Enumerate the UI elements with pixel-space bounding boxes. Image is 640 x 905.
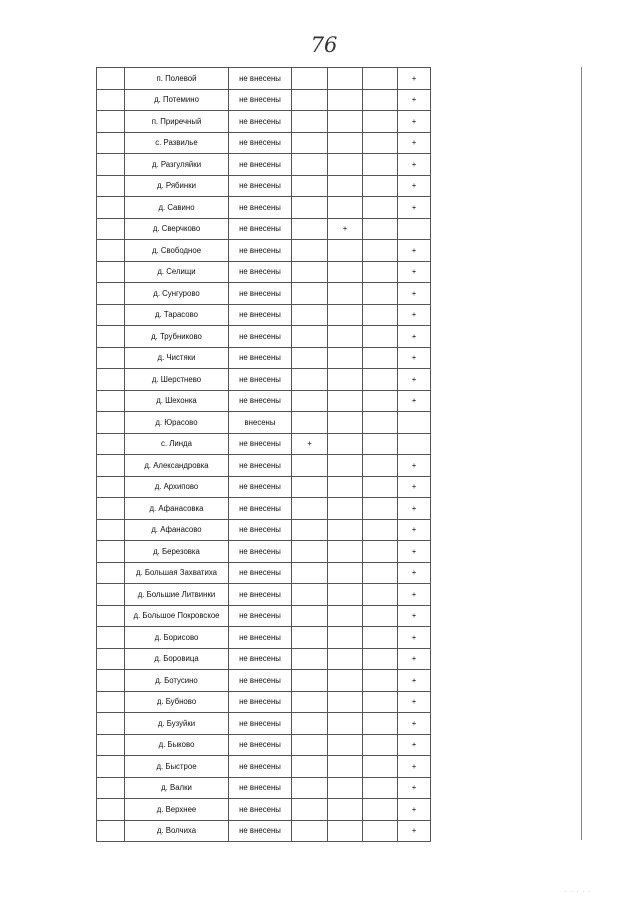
status-cell: не внесены bbox=[229, 175, 292, 197]
mark-cell-4: + bbox=[398, 89, 431, 111]
mark-cell-2 bbox=[328, 304, 363, 326]
mark-cell-3 bbox=[363, 541, 398, 563]
mark-cell-1 bbox=[292, 412, 328, 434]
mark-cell-2 bbox=[328, 670, 363, 692]
table-row bbox=[97, 777, 431, 799]
settlement-name-cell: д. Верхнее bbox=[125, 799, 229, 821]
table-row bbox=[97, 154, 431, 176]
settlement-name-cell: д. Савино bbox=[125, 197, 229, 219]
row-number-cell bbox=[97, 326, 125, 348]
mark-cell-4 bbox=[398, 412, 431, 434]
mark-cell-1 bbox=[292, 218, 328, 240]
settlement-name-cell: д. Большая Захватиха bbox=[125, 562, 229, 584]
mark-cell-1 bbox=[292, 390, 328, 412]
mark-cell-3 bbox=[363, 562, 398, 584]
mark-cell-2 bbox=[328, 111, 363, 133]
settlement-name-cell: д. Волчиха bbox=[125, 820, 229, 842]
mark-cell-1 bbox=[292, 734, 328, 756]
table-row bbox=[97, 68, 431, 90]
scan-artifact: · · · · · bbox=[565, 889, 592, 896]
table-row bbox=[97, 648, 431, 670]
mark-cell-3 bbox=[363, 433, 398, 455]
mark-cell-2 bbox=[328, 455, 363, 477]
table-row bbox=[97, 347, 431, 369]
mark-cell-4: + bbox=[398, 541, 431, 563]
settlement-name-cell: д. Юрасово bbox=[125, 412, 229, 434]
mark-cell-2 bbox=[328, 498, 363, 520]
table-row bbox=[97, 799, 431, 821]
mark-cell-1 bbox=[292, 132, 328, 154]
row-number-cell bbox=[97, 799, 125, 821]
row-number-cell bbox=[97, 519, 125, 541]
status-cell: не внесены bbox=[229, 820, 292, 842]
mark-cell-4: + bbox=[398, 154, 431, 176]
row-number-cell bbox=[97, 734, 125, 756]
settlement-name-cell: д. Ботусино bbox=[125, 670, 229, 692]
mark-cell-3 bbox=[363, 132, 398, 154]
row-number-cell bbox=[97, 68, 125, 90]
row-number-cell bbox=[97, 261, 125, 283]
row-number-cell bbox=[97, 218, 125, 240]
mark-cell-2 bbox=[328, 799, 363, 821]
row-number-cell bbox=[97, 756, 125, 778]
mark-cell-1 bbox=[292, 240, 328, 262]
settlement-name-cell: д. Свободное bbox=[125, 240, 229, 262]
mark-cell-4: + bbox=[398, 283, 431, 305]
status-cell: не внесены bbox=[229, 433, 292, 455]
status-cell: не внесены bbox=[229, 304, 292, 326]
mark-cell-2 bbox=[328, 390, 363, 412]
mark-cell-4: + bbox=[398, 326, 431, 348]
table-row bbox=[97, 713, 431, 735]
mark-cell-3 bbox=[363, 799, 398, 821]
mark-cell-4: + bbox=[398, 648, 431, 670]
table-row bbox=[97, 498, 431, 520]
row-number-cell bbox=[97, 369, 125, 391]
mark-cell-3 bbox=[363, 648, 398, 670]
settlement-name-cell: д. Разгуляйки bbox=[125, 154, 229, 176]
row-number-cell bbox=[97, 89, 125, 111]
mark-cell-1 bbox=[292, 498, 328, 520]
mark-cell-4: + bbox=[398, 369, 431, 391]
mark-cell-4: + bbox=[398, 777, 431, 799]
mark-cell-1 bbox=[292, 756, 328, 778]
mark-cell-1: + bbox=[292, 433, 328, 455]
status-cell: не внесены bbox=[229, 670, 292, 692]
mark-cell-4: + bbox=[398, 390, 431, 412]
mark-cell-1 bbox=[292, 584, 328, 606]
table-row bbox=[97, 412, 431, 434]
mark-cell-2 bbox=[328, 283, 363, 305]
mark-cell-2 bbox=[328, 261, 363, 283]
table-row bbox=[97, 476, 431, 498]
row-number-cell bbox=[97, 304, 125, 326]
mark-cell-3 bbox=[363, 390, 398, 412]
row-number-cell bbox=[97, 455, 125, 477]
mark-cell-2 bbox=[328, 777, 363, 799]
mark-cell-4: + bbox=[398, 670, 431, 692]
row-number-cell bbox=[97, 670, 125, 692]
status-cell: не внесены bbox=[229, 455, 292, 477]
table-row bbox=[97, 584, 431, 606]
mark-cell-4: + bbox=[398, 111, 431, 133]
row-number-cell bbox=[97, 390, 125, 412]
mark-cell-1 bbox=[292, 627, 328, 649]
mark-cell-3 bbox=[363, 326, 398, 348]
settlement-name-cell: д. Валки bbox=[125, 777, 229, 799]
status-cell: не внесены bbox=[229, 132, 292, 154]
table-row bbox=[97, 455, 431, 477]
mark-cell-1 bbox=[292, 111, 328, 133]
table-row bbox=[97, 240, 431, 262]
mark-cell-3 bbox=[363, 713, 398, 735]
mark-cell-4: + bbox=[398, 584, 431, 606]
mark-cell-4: + bbox=[398, 261, 431, 283]
mark-cell-4: + bbox=[398, 476, 431, 498]
table-row bbox=[97, 756, 431, 778]
mark-cell-2 bbox=[328, 240, 363, 262]
status-cell: не внесены bbox=[229, 240, 292, 262]
mark-cell-1 bbox=[292, 713, 328, 735]
table-row bbox=[97, 541, 431, 563]
mark-cell-4: + bbox=[398, 562, 431, 584]
mark-cell-1 bbox=[292, 347, 328, 369]
row-number-cell bbox=[97, 541, 125, 563]
row-number-cell bbox=[97, 562, 125, 584]
mark-cell-3 bbox=[363, 218, 398, 240]
settlement-name-cell: д. Тарасово bbox=[125, 304, 229, 326]
status-cell: не внесены bbox=[229, 627, 292, 649]
table-row bbox=[97, 820, 431, 842]
mark-cell-2 bbox=[328, 562, 363, 584]
mark-cell-3 bbox=[363, 455, 398, 477]
mark-cell-2: + bbox=[328, 218, 363, 240]
mark-cell-2 bbox=[328, 627, 363, 649]
mark-cell-4 bbox=[398, 433, 431, 455]
settlement-name-cell: д. Афанасово bbox=[125, 519, 229, 541]
mark-cell-3 bbox=[363, 304, 398, 326]
mark-cell-2 bbox=[328, 175, 363, 197]
settlements-table bbox=[96, 67, 431, 842]
mark-cell-1 bbox=[292, 541, 328, 563]
table-row bbox=[97, 111, 431, 133]
status-cell: не внесены bbox=[229, 584, 292, 606]
row-number-cell bbox=[97, 154, 125, 176]
mark-cell-1 bbox=[292, 89, 328, 111]
mark-cell-3 bbox=[363, 347, 398, 369]
mark-cell-4: + bbox=[398, 519, 431, 541]
settlement-name-cell: п. Приречный bbox=[125, 111, 229, 133]
mark-cell-2 bbox=[328, 89, 363, 111]
row-number-cell bbox=[97, 691, 125, 713]
mark-cell-3 bbox=[363, 111, 398, 133]
mark-cell-3 bbox=[363, 89, 398, 111]
table-row bbox=[97, 605, 431, 627]
mark-cell-2 bbox=[328, 197, 363, 219]
mark-cell-1 bbox=[292, 476, 328, 498]
mark-cell-2 bbox=[328, 68, 363, 90]
mark-cell-3 bbox=[363, 283, 398, 305]
settlement-name-cell: д. Быково bbox=[125, 734, 229, 756]
row-number-cell bbox=[97, 111, 125, 133]
mark-cell-3 bbox=[363, 261, 398, 283]
status-cell: не внесены bbox=[229, 154, 292, 176]
mark-cell-4: + bbox=[398, 304, 431, 326]
table-row bbox=[97, 197, 431, 219]
row-number-cell bbox=[97, 713, 125, 735]
row-number-cell bbox=[97, 433, 125, 455]
table-row bbox=[97, 691, 431, 713]
row-number-cell bbox=[97, 197, 125, 219]
mark-cell-1 bbox=[292, 777, 328, 799]
mark-cell-2 bbox=[328, 433, 363, 455]
table-row bbox=[97, 734, 431, 756]
page-number: 76 bbox=[310, 33, 338, 57]
status-cell: не внесены bbox=[229, 562, 292, 584]
mark-cell-2 bbox=[328, 648, 363, 670]
settlement-name-cell: д. Шерстнево bbox=[125, 369, 229, 391]
row-number-cell bbox=[97, 412, 125, 434]
mark-cell-2 bbox=[328, 820, 363, 842]
mark-cell-3 bbox=[363, 175, 398, 197]
status-cell: не внесены bbox=[229, 326, 292, 348]
settlement-name-cell: д. Селищи bbox=[125, 261, 229, 283]
table-row bbox=[97, 326, 431, 348]
settlement-name-cell: д. Большое Покровское bbox=[125, 605, 229, 627]
mark-cell-2 bbox=[328, 519, 363, 541]
mark-cell-4: + bbox=[398, 627, 431, 649]
mark-cell-1 bbox=[292, 519, 328, 541]
mark-cell-3 bbox=[363, 734, 398, 756]
mark-cell-4: + bbox=[398, 132, 431, 154]
mark-cell-3 bbox=[363, 197, 398, 219]
row-number-cell bbox=[97, 777, 125, 799]
mark-cell-1 bbox=[292, 691, 328, 713]
mark-cell-3 bbox=[363, 627, 398, 649]
settlement-name-cell: д. Трубниково bbox=[125, 326, 229, 348]
status-cell: не внесены bbox=[229, 111, 292, 133]
mark-cell-1 bbox=[292, 261, 328, 283]
settlement-name-cell: д. Боровица bbox=[125, 648, 229, 670]
mark-cell-3 bbox=[363, 154, 398, 176]
settlement-name-cell: д. Рябинки bbox=[125, 175, 229, 197]
table-row bbox=[97, 627, 431, 649]
mark-cell-4: + bbox=[398, 713, 431, 735]
mark-cell-2 bbox=[328, 605, 363, 627]
status-cell: внесены bbox=[229, 412, 292, 434]
row-number-cell bbox=[97, 605, 125, 627]
mark-cell-3 bbox=[363, 584, 398, 606]
mark-cell-1 bbox=[292, 562, 328, 584]
mark-cell-4: + bbox=[398, 756, 431, 778]
row-number-cell bbox=[97, 347, 125, 369]
mark-cell-3 bbox=[363, 605, 398, 627]
status-cell: не внесены bbox=[229, 347, 292, 369]
mark-cell-4: + bbox=[398, 691, 431, 713]
mark-cell-3 bbox=[363, 691, 398, 713]
row-number-cell bbox=[97, 175, 125, 197]
settlement-name-cell: д. Сунгурово bbox=[125, 283, 229, 305]
row-number-cell bbox=[97, 476, 125, 498]
table-row bbox=[97, 562, 431, 584]
mark-cell-2 bbox=[328, 756, 363, 778]
row-number-cell bbox=[97, 240, 125, 262]
table-row bbox=[97, 369, 431, 391]
mark-cell-1 bbox=[292, 670, 328, 692]
mark-cell-4: + bbox=[398, 197, 431, 219]
margin-rule bbox=[581, 67, 582, 840]
mark-cell-1 bbox=[292, 304, 328, 326]
mark-cell-4: + bbox=[398, 175, 431, 197]
mark-cell-1 bbox=[292, 648, 328, 670]
status-cell: не внесены bbox=[229, 476, 292, 498]
row-number-cell bbox=[97, 584, 125, 606]
settlement-name-cell: д. Афанасовка bbox=[125, 498, 229, 520]
status-cell: не внесены bbox=[229, 369, 292, 391]
row-number-cell bbox=[97, 820, 125, 842]
settlement-name-cell: с. Развилье bbox=[125, 132, 229, 154]
mark-cell-1 bbox=[292, 369, 328, 391]
table-row bbox=[97, 433, 431, 455]
row-number-cell bbox=[97, 132, 125, 154]
mark-cell-2 bbox=[328, 412, 363, 434]
status-cell: не внесены bbox=[229, 799, 292, 821]
mark-cell-4: + bbox=[398, 605, 431, 627]
settlement-name-cell: д. Большие Литвинки bbox=[125, 584, 229, 606]
settlement-name-cell: д. Березовка bbox=[125, 541, 229, 563]
table-row bbox=[97, 89, 431, 111]
settlement-name-cell: д. Бузуйки bbox=[125, 713, 229, 735]
status-cell: не внесены bbox=[229, 605, 292, 627]
status-cell: не внесены bbox=[229, 756, 292, 778]
mark-cell-4: + bbox=[398, 455, 431, 477]
mark-cell-4: + bbox=[398, 347, 431, 369]
mark-cell-3 bbox=[363, 369, 398, 391]
row-number-cell bbox=[97, 627, 125, 649]
table-row bbox=[97, 390, 431, 412]
mark-cell-3 bbox=[363, 476, 398, 498]
status-cell: не внесены bbox=[229, 197, 292, 219]
status-cell: не внесены bbox=[229, 648, 292, 670]
status-cell: не внесены bbox=[229, 218, 292, 240]
settlement-name-cell: д. Быстрое bbox=[125, 756, 229, 778]
status-cell: не внесены bbox=[229, 68, 292, 90]
mark-cell-2 bbox=[328, 476, 363, 498]
table-row bbox=[97, 304, 431, 326]
mark-cell-1 bbox=[292, 283, 328, 305]
settlement-name-cell: д. Потемино bbox=[125, 89, 229, 111]
row-number-cell bbox=[97, 283, 125, 305]
table-body bbox=[97, 68, 431, 842]
mark-cell-1 bbox=[292, 326, 328, 348]
status-cell: не внесены bbox=[229, 89, 292, 111]
table-row bbox=[97, 670, 431, 692]
mark-cell-4 bbox=[398, 218, 431, 240]
status-cell: не внесены bbox=[229, 283, 292, 305]
status-cell: не внесены bbox=[229, 713, 292, 735]
mark-cell-1 bbox=[292, 154, 328, 176]
settlement-name-cell: д. Шехонка bbox=[125, 390, 229, 412]
mark-cell-2 bbox=[328, 326, 363, 348]
status-cell: не внесены bbox=[229, 734, 292, 756]
status-cell: не внесены bbox=[229, 541, 292, 563]
mark-cell-4: + bbox=[398, 734, 431, 756]
mark-cell-3 bbox=[363, 519, 398, 541]
mark-cell-2 bbox=[328, 132, 363, 154]
settlement-name-cell: д. Александровка bbox=[125, 455, 229, 477]
mark-cell-4: + bbox=[398, 240, 431, 262]
settlement-name-cell: д. Бубново bbox=[125, 691, 229, 713]
status-cell: не внесены bbox=[229, 691, 292, 713]
mark-cell-4: + bbox=[398, 498, 431, 520]
mark-cell-3 bbox=[363, 777, 398, 799]
settlement-name-cell: д. Борисово bbox=[125, 627, 229, 649]
mark-cell-2 bbox=[328, 369, 363, 391]
table-row bbox=[97, 283, 431, 305]
mark-cell-3 bbox=[363, 68, 398, 90]
settlement-name-cell: п. Полевой bbox=[125, 68, 229, 90]
table-row bbox=[97, 519, 431, 541]
table-row bbox=[97, 132, 431, 154]
settlement-name-cell: д. Чистяки bbox=[125, 347, 229, 369]
mark-cell-1 bbox=[292, 605, 328, 627]
mark-cell-1 bbox=[292, 175, 328, 197]
status-cell: не внесены bbox=[229, 261, 292, 283]
mark-cell-2 bbox=[328, 713, 363, 735]
status-cell: не внесены bbox=[229, 498, 292, 520]
mark-cell-1 bbox=[292, 68, 328, 90]
mark-cell-1 bbox=[292, 799, 328, 821]
status-cell: не внесены bbox=[229, 777, 292, 799]
status-cell: не внесены bbox=[229, 390, 292, 412]
mark-cell-2 bbox=[328, 154, 363, 176]
settlement-name-cell: д. Архипово bbox=[125, 476, 229, 498]
mark-cell-4: + bbox=[398, 799, 431, 821]
mark-cell-1 bbox=[292, 197, 328, 219]
table-row bbox=[97, 175, 431, 197]
mark-cell-3 bbox=[363, 240, 398, 262]
mark-cell-2 bbox=[328, 347, 363, 369]
mark-cell-4: + bbox=[398, 820, 431, 842]
settlement-name-cell: с. Линда bbox=[125, 433, 229, 455]
mark-cell-1 bbox=[292, 820, 328, 842]
mark-cell-3 bbox=[363, 820, 398, 842]
mark-cell-3 bbox=[363, 670, 398, 692]
status-cell: не внесены bbox=[229, 519, 292, 541]
mark-cell-3 bbox=[363, 498, 398, 520]
mark-cell-2 bbox=[328, 541, 363, 563]
mark-cell-2 bbox=[328, 734, 363, 756]
row-number-cell bbox=[97, 498, 125, 520]
settlement-name-cell: д. Сверчково bbox=[125, 218, 229, 240]
mark-cell-3 bbox=[363, 412, 398, 434]
row-number-cell bbox=[97, 648, 125, 670]
mark-cell-2 bbox=[328, 584, 363, 606]
table-row bbox=[97, 261, 431, 283]
mark-cell-2 bbox=[328, 691, 363, 713]
table-row bbox=[97, 218, 431, 240]
mark-cell-4: + bbox=[398, 68, 431, 90]
mark-cell-3 bbox=[363, 756, 398, 778]
mark-cell-1 bbox=[292, 455, 328, 477]
